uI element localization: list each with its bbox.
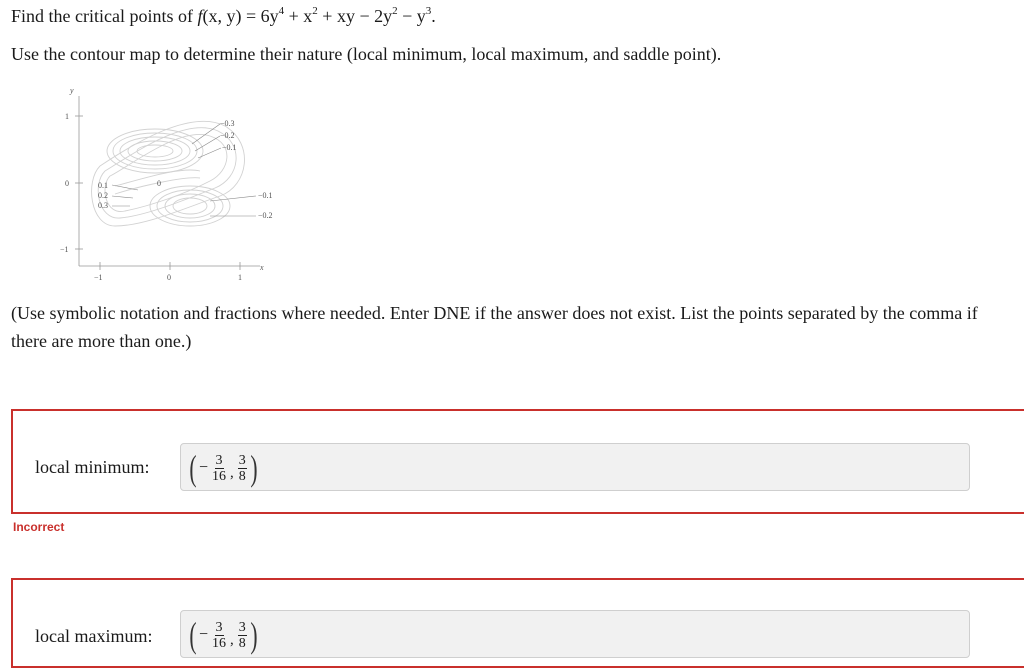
- question-instruction: Use the contour map to determine their nature (local minimum, local maximum, and saddle point).: [11, 44, 722, 64]
- left-paren: (: [189, 615, 197, 655]
- local-maximum-input[interactable]: [180, 610, 970, 658]
- fraction: $\frac{3}{8}$: [238, 452, 246, 484]
- fraction: $\frac{3}{16}$: [212, 452, 227, 484]
- answer-box-local-minimum: [11, 409, 1024, 514]
- local-maximum-label: local maximum:: [35, 626, 153, 646]
- contour-label: 0.3: [98, 201, 108, 210]
- contour-label: −0.3: [220, 119, 235, 128]
- instructions-text: (Use symbolic notation and fractions where needed. Enter DNE if the answer does not exist. List the points separated by the comma if there are more than one.): [11, 303, 978, 351]
- contour-label: −0.2: [258, 211, 273, 220]
- question-text: [11, 5, 436, 27]
- y-tick-0: 0: [65, 179, 69, 188]
- minus-sign: −: [199, 459, 209, 476]
- left-paren: (: [189, 448, 197, 488]
- y-tick-neg1: −1: [60, 245, 69, 254]
- point-expression: [187, 613, 260, 657]
- contour-map: [60, 86, 290, 286]
- comma: ,: [230, 465, 234, 481]
- x-tick-0: 0: [167, 273, 171, 282]
- function-expression: f(x, $y) = 6y^4 + x^2$ + xy − $2y^2 - y^3$.: [197, 5, 436, 26]
- fraction: $\frac{3}{16}$: [212, 619, 227, 651]
- contour-label: 0: [157, 179, 161, 188]
- question-prefix: Find the critical points of: [11, 6, 193, 26]
- contour-label: −0.2: [220, 131, 235, 140]
- minus-sign: −: [199, 626, 209, 643]
- right-paren: ): [250, 448, 258, 488]
- contour-label: 0.2: [98, 191, 108, 200]
- comma: ,: [230, 632, 234, 648]
- point-expression: [187, 446, 260, 490]
- fraction: $\frac{3}{8}$: [238, 619, 246, 651]
- right-paren: ): [250, 615, 258, 655]
- contour-label: −0.1: [258, 191, 273, 200]
- local-minimum-label: local minimum:: [35, 457, 150, 477]
- local-minimum-input[interactable]: [180, 443, 970, 491]
- x-tick-neg1: −1: [94, 273, 103, 282]
- x-axis-label: x: [260, 263, 264, 272]
- contour-label: 0.1: [98, 181, 108, 190]
- y-tick-1: 1: [65, 112, 69, 121]
- y-axis-label: y: [70, 86, 74, 95]
- status-incorrect: Incorrect: [13, 520, 65, 534]
- contour-label: −0.1: [222, 143, 237, 152]
- x-tick-1: 1: [238, 273, 242, 282]
